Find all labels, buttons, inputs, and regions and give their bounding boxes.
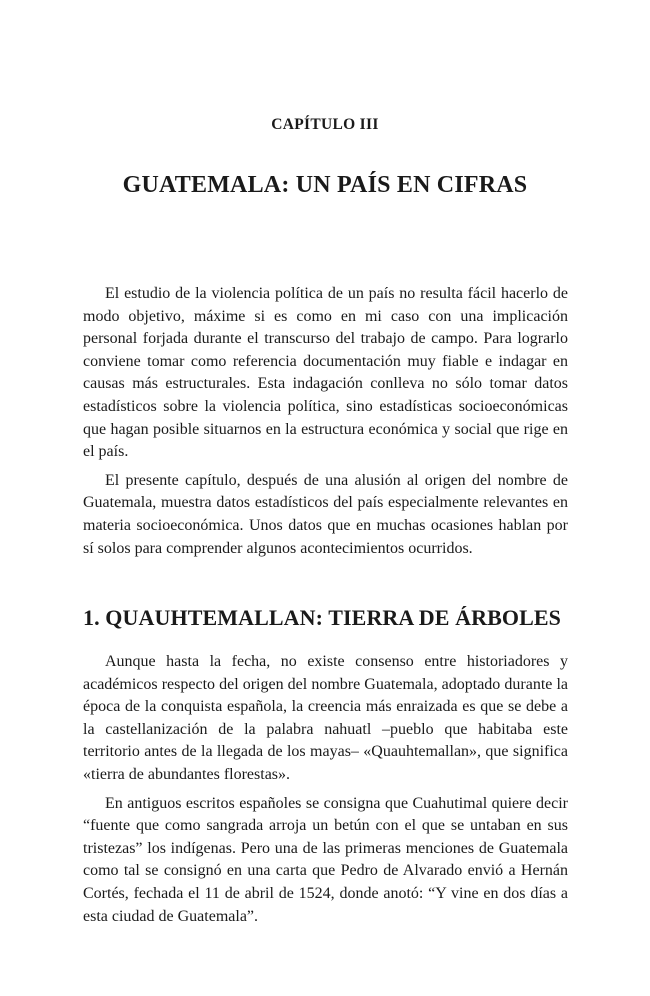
section-heading: 1. QUAUHTEMALLAN: TIERRA DE ÁRBOLES: [83, 605, 562, 630]
paragraph: El presente capítulo, después de una alusión al origen del nombre de Guatemala, muestra datos estadísticos del país especialmente relevantes en materia socioeconómica. Unos datos que en muchas ocasiones hablan por sí solos para comprender algunos acontecimientos ocurridos.: [83, 471, 568, 557]
section-text: [83, 651, 568, 934]
paragraph: Aunque hasta la fecha, no existe consenso entre historiadores y académicos respecto del origen del nombre Guatemala, adoptado durante la época de la conquista española, la creencia más enraizada es que se debe a la castellanización de la palabra nahuatl –pueblo que habitaba este territorio antes de la llegada de los mayas– «Quauhtemallan», que significa «tierra de abundantes florestas».: [83, 653, 568, 783]
intro-text: [83, 283, 568, 566]
paragraph: En antiguos escritos españoles se consigna que Cuahutimal quiere decir “fuente que como sangrada arroja un betún con el que se untaban en sus tristezas” los indígenas. Pero una de las primeras menciones de Guatemala como tal se consignó en una carta que Pedro de Alvarado envió a Hernán Cortés, fechada el 11 de abril de 1524, donde anotó: “Y vine en dos días a esta ciudad de Guatemala”.: [83, 794, 568, 925]
chapter-title: GUATEMALA: UN PAÍS EN CIFRAS: [122, 172, 528, 198]
chapter-label: CAPÍTULO III: [271, 116, 379, 133]
paragraph: El estudio de la violencia política de un país no resulta fácil hacerlo de modo objetivo, máxime si es como en mi caso con una implicación personal forjada durante el transcurso del trabajo de campo. Para lograrlo conviene tomar como referencia documentación muy fiable e indagar en causas más estructurales. Esta indagación conlleva no sólo tomar datos estadísticos sobre la violencia política, sino estadísticas socioeconómicas que hagan posible situarnos en la estructura económica y social que rige en el país.: [83, 285, 568, 461]
